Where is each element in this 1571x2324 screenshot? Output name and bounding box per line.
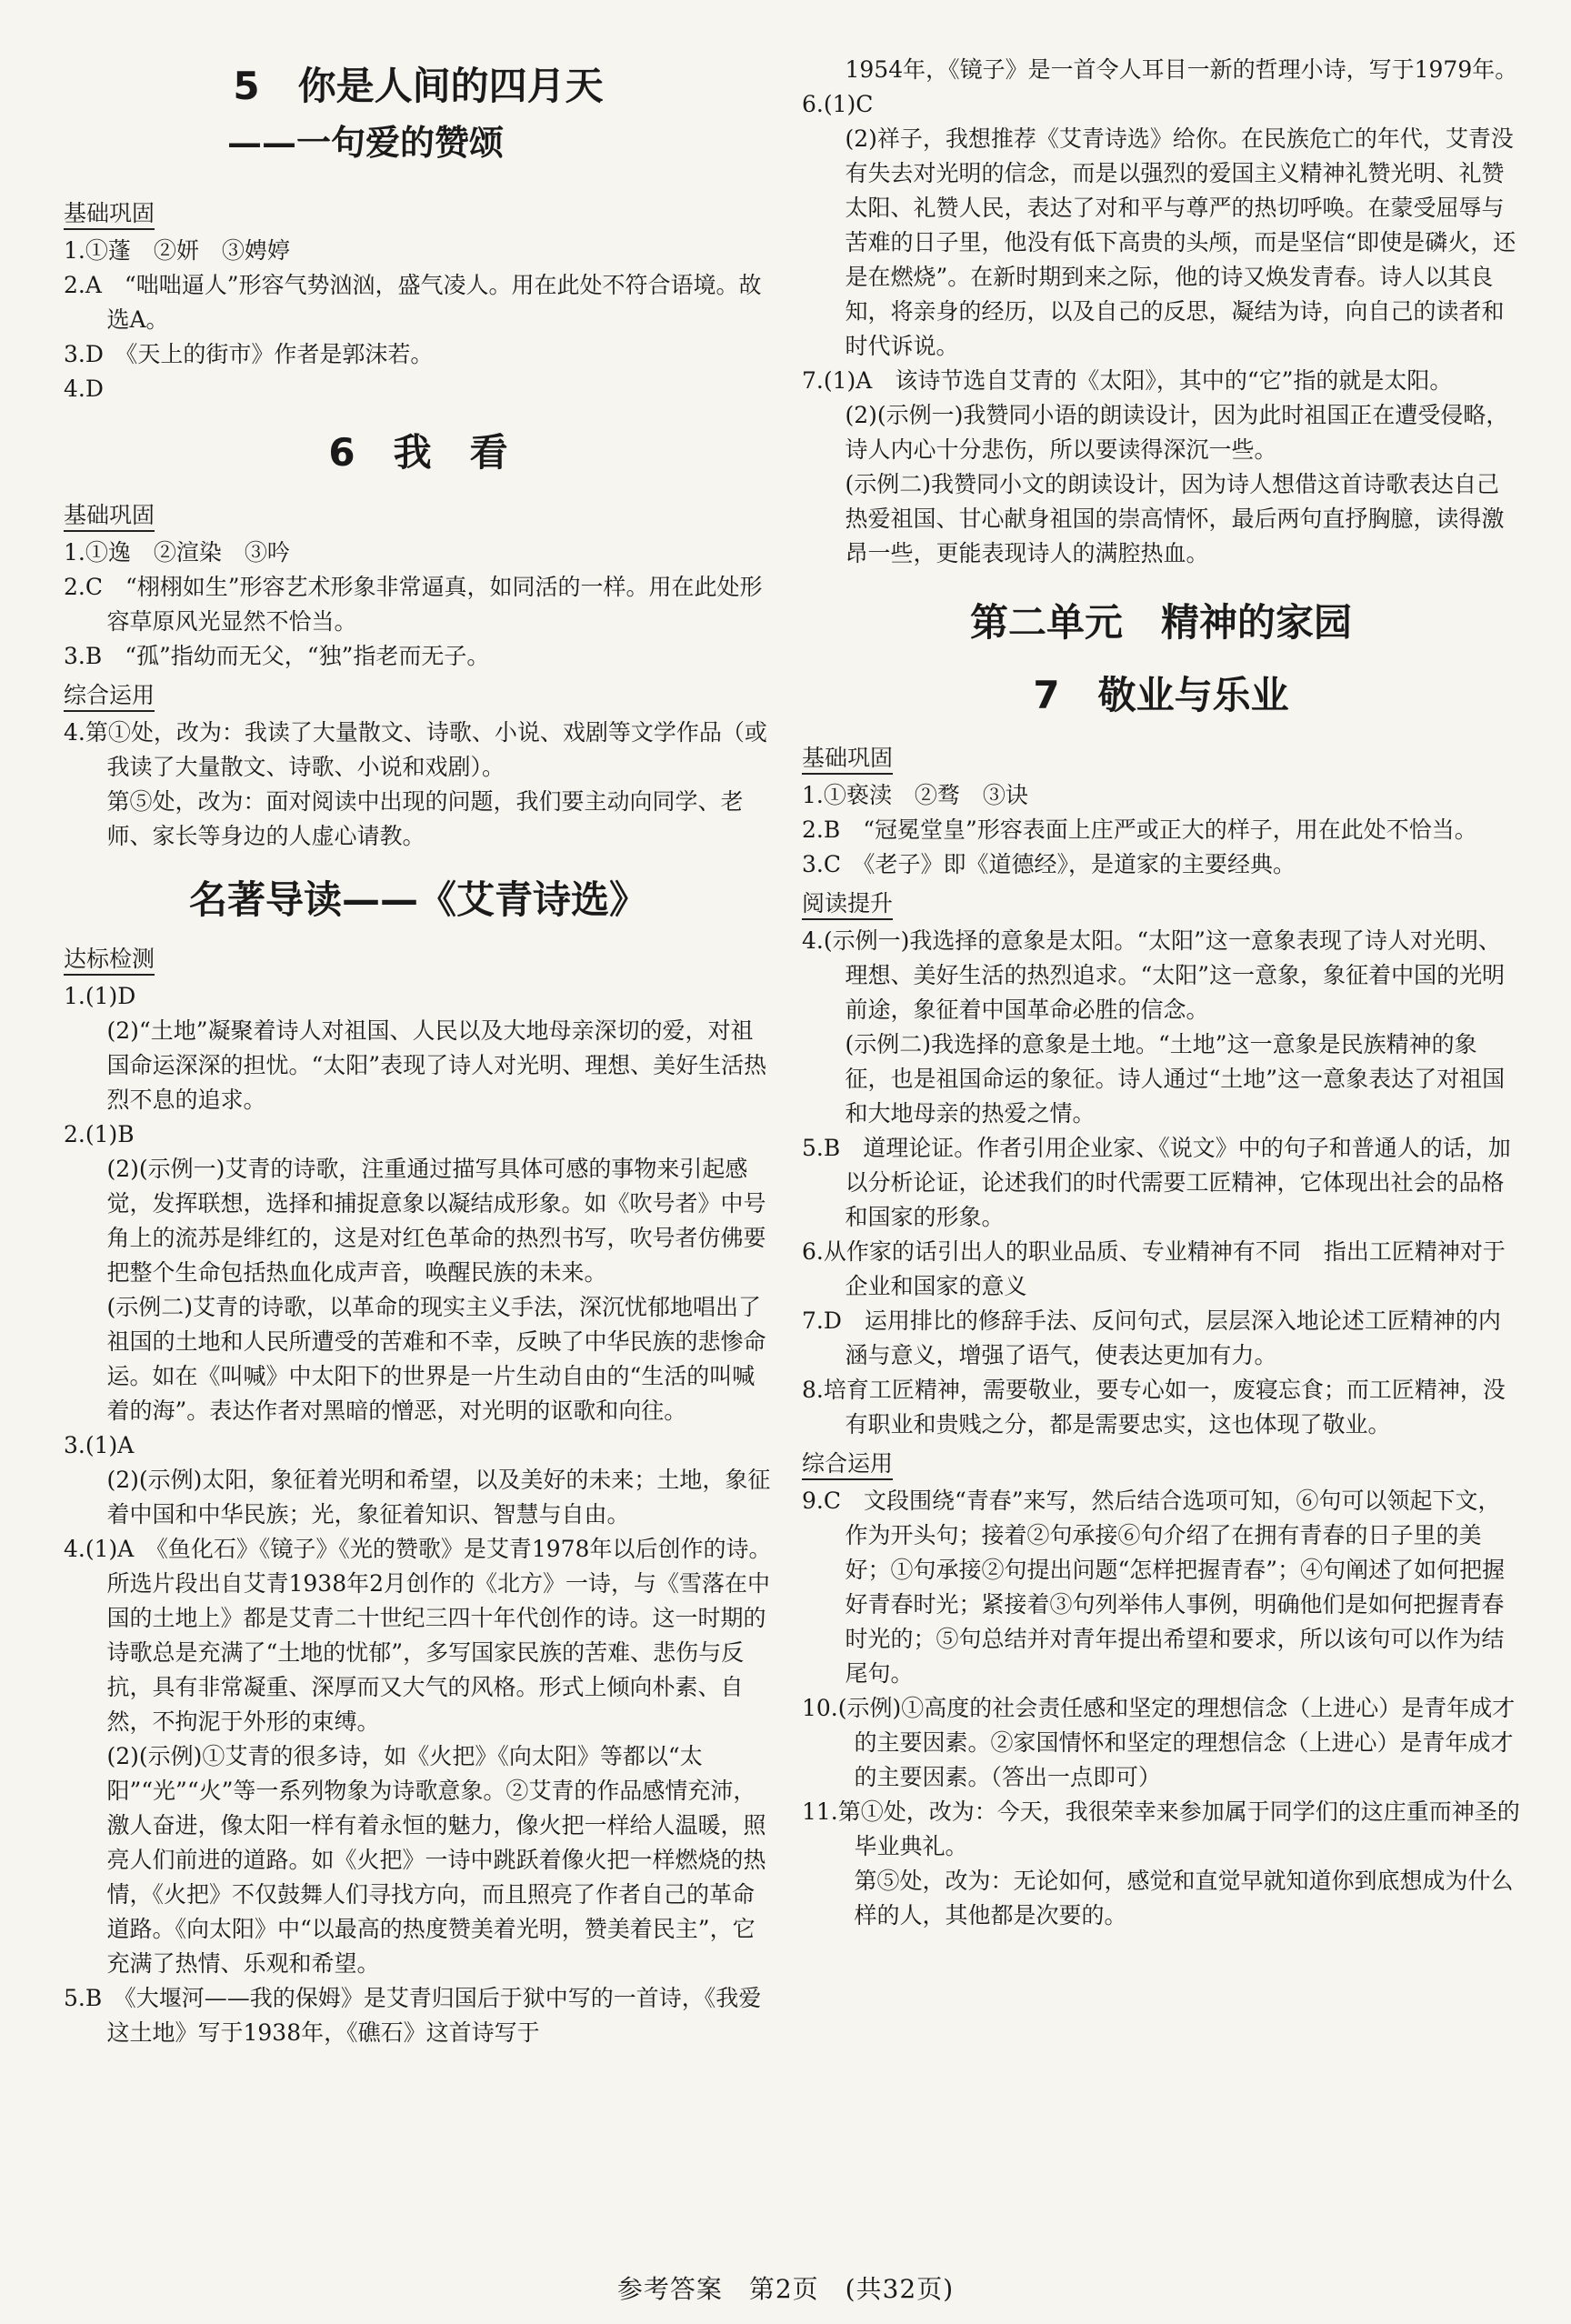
answer-item: 4.(1)A 《鱼化石》《镜子》《光的赞歌》是艾青1978年以后创作的诗。所选片段出自艾青1938年2月创作的《北方》一诗，与《雪落在中国的土地上》都是艾青二十世纪三四十年代创作的诗。这一时期的诗歌总是充满了“土地的忧郁”，多写国家民族的苦难、悲伤与反抗，具有非常凝重、深厚而又大气的风格。形式上倾向朴素、自然，不拘泥于外形的束缚。 (64, 1536, 772, 1735)
answer-item: (2)(示例一)艾青的诗歌，注重通过描写具体可感的事物来引起感觉，发挥联想，选择和捕捉意象以凝结成形象。如《吹号者》中号角上的流苏是绯红的，这是对红色革命的热烈书写，吹号者仿佛要把整个生命包括热血化成声音，唤醒民族的未来。 (106, 1156, 766, 1286)
lesson5-subtitle: ——一句爱的赞颂 (227, 122, 505, 163)
left-column (64, 0, 773, 2050)
answer-item: (示例二)我选择的意象是土地。“土地”这一意象是民族精神的象征，也是祖国命运的象征。诗人通过“土地”这一意象表达了对祖国和大地母亲的热爱之情。 (845, 1031, 1506, 1127)
lesson6-title: 6 我 看 (328, 430, 508, 475)
answer-item: 1.①亵渎 ②骛 ③诀 (802, 782, 1028, 808)
answer-item: 2.B “冠冕堂皇”形容表面上庄严或正大的样子，用在此处不恰当。 (802, 816, 1477, 843)
lesson7-section-label: 阅读提升 (802, 886, 893, 920)
answer-item: 1954年，《镜子》是一首令人耳目一新的哲理小诗，写于1979年。 (845, 56, 1518, 83)
answer-item: 2.A “咄咄逼人”形容气势汹汹，盛气凌人。用在此处不符合语境。故选A。 (64, 272, 762, 333)
lesson6-section-label: 基础巩固 (64, 497, 155, 532)
unit-title: 第二单元 精神的家园 (969, 600, 1352, 645)
page-footer: 参考答案 第2页 (共32页) (616, 2274, 955, 2304)
answer-item: 5.B 《大堰河——我的保姆》是艾青归国后于狱中写的一首诗，《我爱这土地》写于1938年，《礁石》这首诗写于 (64, 1985, 762, 2046)
answer-item: 10.(示例)①高度的社会责任感和坚定的理想信念（上进心）是青年成才的主要因素。②家国情怀和坚定的理想信念（上进心）是青年成才的主要因素。（答出一点即可） (802, 1695, 1516, 1790)
lesson7-section-label: 综合运用 (802, 1446, 893, 1480)
answer-item: (2)“土地”凝聚着诗人对祖国、人民以及大地母亲深切的爱，对祖国命运深深的担忧。“太阳”表现了诗人对光明、理想、美好生活热烈不息的追求。 (106, 1017, 767, 1113)
answer-item: 8.培育工匠精神，需要敬业，要专心如一，废寝忘食；而工匠精神，没有职业和贵贱之分，都是需要忠实，这也体现了敬业。 (802, 1377, 1506, 1437)
answer-item: 2.C “栩栩如生”形容艺术形象非常逼真，如同活的一样。用在此处形容草原风光显然不恰当。 (64, 574, 763, 635)
reading-title: 名著导读——《艾青诗选》 (188, 877, 647, 922)
answer-item: 6.(1)C (802, 91, 874, 117)
answer-item: 5.B 道理论证。作者引用企业家、《说文》中的句子和普通人的话，加以分析论证，论述我们的时代需要工匠精神，它体现出社会的品格和国家的形象。 (802, 1135, 1511, 1230)
lesson5-title: 5 你是人间的四月天 (233, 64, 604, 108)
answer-item: 11.第①处，改为：今天，我很荣幸来参加属于同学们的这庄重而神圣的毕业典礼。 (802, 1798, 1520, 1859)
answer-item: (2)祥子，我想推荐《艾青诗选》给你。在民族危亡的年代，艾青没有失去对光明的信念，而是以强烈的爱国主义精神礼赞光明、礼赞太阳、礼赞人民，表达了对和平与尊严的热切呼唤。在蒙受屈辱与苦难的日子里，他没有低下高贵的头颅，而是坚信“即使是磷火，还是在燃烧”。在新时期到来之际，他的诗又焕发青春。诗人以其良知，将亲身的经历，以及自己的反思，凝结为诗，向自己的读者和时代诉说。 (845, 125, 1516, 359)
answer-item: 1.①逸 ②渲染 ③吟 (64, 539, 290, 566)
lesson6-section-label: 综合运用 (64, 677, 155, 712)
answer-item: 9.C 文段围绕“青春”来写，然后结合选项可知，⑥句可以领起下文，作为开头句；接着②句承接⑥句介绍了在拥有青春的日子里的美好；①句承接②句提出问题“怎样把握青春”；④句阐述了如何把握好青春时光；紧接着③句列举伟人事例，明确他们是如何把握青春时光的；⑤句总结并对青年提出希望和要求，所以该句可以作为结尾句。 (802, 1488, 1506, 1687)
answer-item: (示例二)我赞同小文的朗读设计，因为诗人想借这首诗歌表达自己热爱祖国、甘心献身祖国的崇高情怀，最后两句直抒胸臆，读得激昂一些，更能表现诗人的满腔热血。 (845, 471, 1505, 566)
answer-item: (2)(示例一)我赞同小语的朗读设计，因为此时祖国正在遭受侵略，诗人内心十分悲伤，所以要读得深沉一些。 (845, 402, 1509, 463)
answer-item: 1.①蓬 ②妍 ③娉婷 (64, 237, 290, 264)
answer-item: 3.D 《天上的街市》作者是郭沫若。 (64, 341, 434, 367)
answer-item: 第⑤处，改为：无论如何，感觉和直觉早就知道你到底想成为什么样的人，其他都是次要的。 (854, 1868, 1514, 1928)
answer-item: 3.(1)A (64, 1432, 135, 1458)
lesson7-section-label: 基础巩固 (802, 740, 893, 775)
reading-section-label: 达标检测 (64, 941, 155, 976)
answer-item: (2)(示例)①艾青的很多诗，如《火把》《向太阳》等都以“太阳”“光”“火”等一系列物象为诗歌意象。②艾青的作品感情充沛，激人奋进，像太阳一样有着永恒的魅力，像火把一样给人温暖，照亮人们前进的道路。如《火把》一诗中跳跃着像火把一样燃烧的热情，《火把》不仅鼓舞人们寻找方向，而且照亮了作者自己的革命道路。《向太阳》中“以最高的热度赞美着光明，赞美着民主”，它充满了热情、乐观和希望。 (106, 1743, 766, 1977)
right-column (802, 0, 1520, 1933)
answer-item: 4.D (64, 376, 104, 402)
lesson7-title: 7 敬业与乐业 (1033, 673, 1289, 717)
answer-item: 7.D 运用排比的修辞手法、反问句式，层层深入地论述工匠精神的内涵与意义，增强了语气，使表达更加有力。 (802, 1307, 1501, 1368)
answer-item: (示例二)艾青的诗歌，以革命的现实主义手法，深沉忧郁地唱出了祖国的土地和人民所遭受的苦难和不幸，反映了中华民族的悲惨命运。如在《叫喊》中太阳下的世界是一片生动自由的“生活的叫喊着的海”。表达作者对黑暗的憎恶，对光明的讴歌和向往。 (106, 1294, 766, 1424)
answer-item: 7.(1)A 该诗节选自艾青的《太阳》，其中的“它”指的就是太阳。 (802, 367, 1453, 394)
answer-item: 4.(示例一)我选择的意象是太阳。“太阳”这一意象表现了诗人对光明、理想、美好生活的热烈追求。“太阳”这一意象，象征着中国的光明前途，象征着中国革命必胜的信念。 (802, 927, 1506, 1023)
answer-item: 3.B “孤”指幼而无父，“独”指老而无子。 (64, 643, 490, 669)
lesson5-section-label: 基础巩固 (64, 195, 155, 230)
answer-item: 1.(1)D (64, 983, 136, 1009)
answer-item: 第⑤处，改为：面对阅读中出现的问题，我们要主动向同学、老师、家长等身边的人虚心请教。 (106, 788, 744, 849)
answer-item: 3.C 《老子》即《道德经》，是道家的主要经典。 (802, 851, 1296, 877)
answer-item: (2)(示例)太阳，象征着光明和希望，以及美好的未来；土地，象征着中国和中华民族；光，象征着知识、智慧与自由。 (106, 1467, 771, 1528)
answer-item: 4.第①处，改为：我读了大量散文、诗歌、小说、戏剧等文学作品（或我读了大量散文、诗歌、小说和戏剧）。 (64, 719, 767, 780)
answer-item: 6.从作家的话引出人的职业品质、专业精神有不同 指出工匠精神对于企业和国家的意义 (802, 1238, 1506, 1299)
answer-item: 2.(1)B (64, 1121, 135, 1147)
